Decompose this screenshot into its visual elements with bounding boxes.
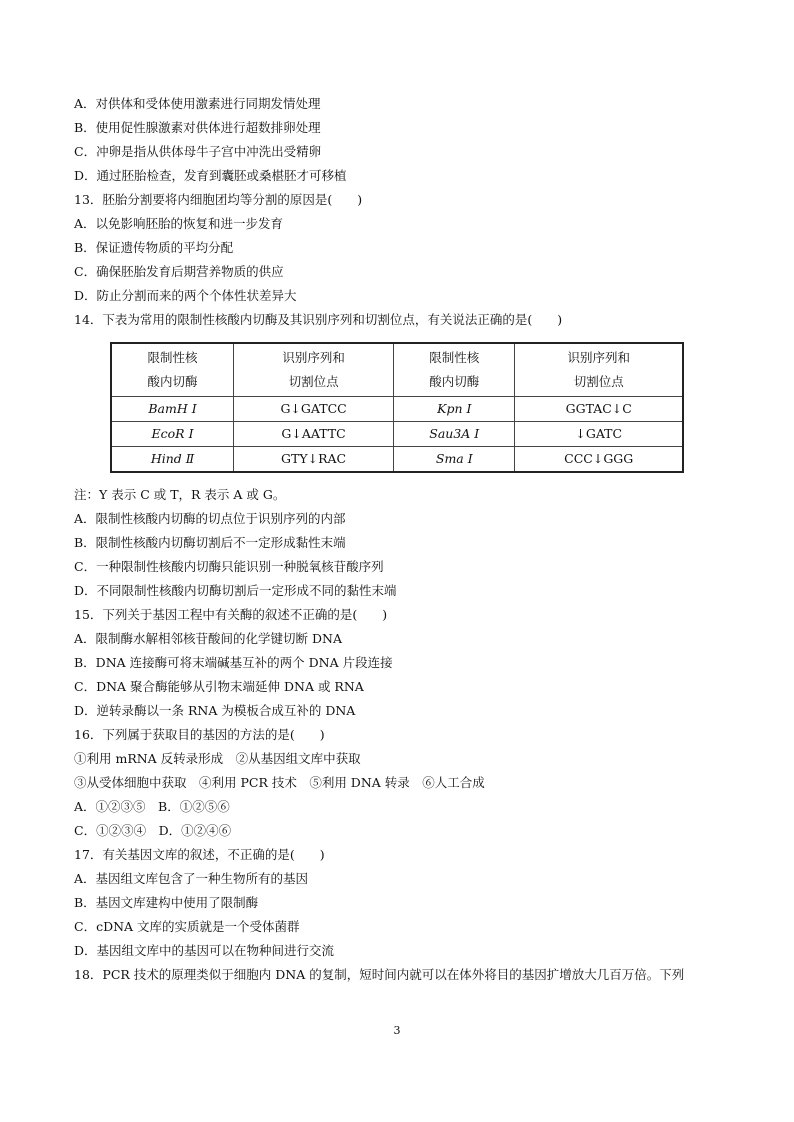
question-18: 18．PCR 技术的原理类似于细胞内 DNA 的复制，短时间内就可以在体外将目的基因扩增放大几百万倍。下列 <box>74 967 685 982</box>
recognition-site: G↓GATCC <box>234 397 394 422</box>
question-15: 15．下列关于基因工程中有关酶的叙述不正确的是( ) <box>74 607 388 622</box>
text-line: D．防止分割而来的两个个体性状差异大 <box>74 288 297 303</box>
recognition-site: G↓AATTC <box>234 422 394 447</box>
enzyme-name: Kpn Ⅰ <box>394 397 515 422</box>
document-body <box>74 92 734 987</box>
question-17: 17．有关基因文库的叙述，不正确的是( ) <box>74 847 325 862</box>
text-line: D．通过胚胎检查，发育到囊胚或桑椹胚才可移植 <box>74 168 347 183</box>
text-line: D．基因组文库中的基因可以在物种间进行交流 <box>74 943 335 958</box>
table-header: 识别序列和 切割位点 <box>515 343 683 397</box>
text-line: A．对供体和受体使用激素进行同期发情处理 <box>74 96 321 111</box>
text-line: C．DNA 聚合酶能够从引物末端延伸 DNA 或 RNA <box>74 679 364 694</box>
recognition-site: GTY↓RAC <box>234 447 394 473</box>
recognition-site: ↓GATC <box>515 422 683 447</box>
table-header: 限制性核 酸内切酶 <box>111 343 234 397</box>
page-number: 3 <box>393 1024 401 1037</box>
text-line: A．以免影响胚胎的恢复和进一步发育 <box>74 216 284 231</box>
text-line: C．cDNA 文库的实质就是一个受体菌群 <box>74 919 300 934</box>
table-header: 限制性核 酸内切酶 <box>394 343 515 397</box>
text-line: A．①②③⑤ B．①②⑤⑥ <box>74 799 230 814</box>
text-line: A．限制酶水解相邻核苷酸间的化学键切断 DNA <box>74 631 342 646</box>
table-header-row <box>111 343 683 397</box>
enzyme-name: Sau3A Ⅰ <box>394 422 515 447</box>
text-line: D．逆转录酶以一条 RNA 为模板合成互补的 DNA <box>74 703 356 718</box>
enzyme-name: Hind Ⅱ <box>111 447 234 473</box>
text-line: B．DNA 连接酶可将末端碱基互补的两个 DNA 片段连接 <box>74 655 393 670</box>
enzyme-table <box>110 342 684 473</box>
table-row <box>111 422 683 447</box>
recognition-site: CCC↓GGG <box>515 447 683 473</box>
enzyme-name: EcoR Ⅰ <box>111 422 234 447</box>
text-line: A．限制性核酸内切酶的切点位于识别序列的内部 <box>74 511 346 526</box>
text-line: B．使用促性腺激素对供体进行超数排卵处理 <box>74 120 321 135</box>
text-line: B．基因文库建构中使用了限制酶 <box>74 895 259 910</box>
question-14: 14．下表为常用的限制性核酸内切酶及其识别序列和切割位点，有关说法正确的是( ) <box>74 312 563 327</box>
text-line: ①利用 mRNA 反转录形成 ②从基因组文库中获取 <box>74 751 361 766</box>
text-line: C．冲卵是指从供体母牛子宫中冲洗出受精卵 <box>74 144 322 159</box>
table-header: 识别序列和 切割位点 <box>234 343 394 397</box>
enzyme-name: Sma Ⅰ <box>394 447 515 473</box>
table-note: 注：Y 表示 C 或 T，R 表示 A 或 G。 <box>74 487 286 502</box>
text-line: C．确保胚胎发育后期营养物质的供应 <box>74 264 284 279</box>
text-line: B．保证遗传物质的平均分配 <box>74 240 234 255</box>
table-row <box>111 447 683 473</box>
recognition-site: GGTAC↓C <box>515 397 683 422</box>
text-line: ③从受体细胞中获取 ④利用 PCR 技术 ⑤利用 DNA 转录 ⑥人工合成 <box>74 775 485 790</box>
text-line: A．基因组文库包含了一种生物所有的基因 <box>74 871 309 886</box>
text-line: C．一种限制性核酸内切酶只能识别一种脱氧核苷酸序列 <box>74 559 384 574</box>
question-13: 13．胚胎分割要将内细胞团均等分割的原因是( ) <box>74 192 363 207</box>
question-16: 16．下列属于获取目的基因的方法的是( ) <box>74 727 325 742</box>
text-line: B．限制性核酸内切酶切割后不一定形成黏性末端 <box>74 535 346 550</box>
table-row <box>111 397 683 422</box>
text-line: D．不同限制性核酸内切酶切割后一定形成不同的黏性末端 <box>74 583 397 598</box>
enzyme-name: BamH Ⅰ <box>111 397 234 422</box>
text-line: C．①②③④ D．①②④⑥ <box>74 823 232 838</box>
